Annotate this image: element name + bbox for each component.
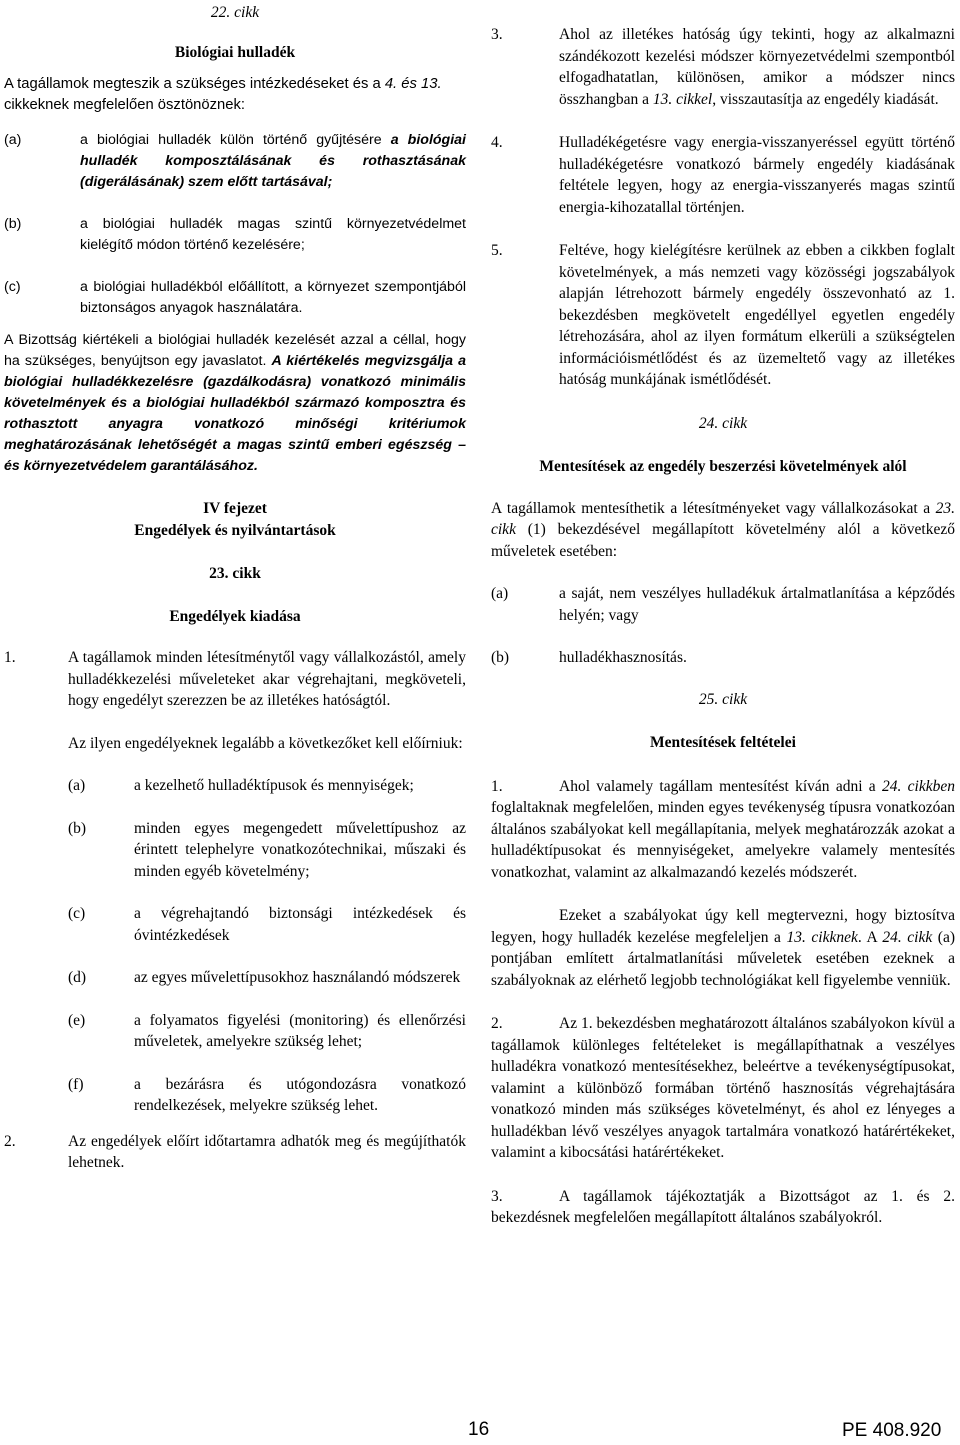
- article-23-number: 23. cikk: [209, 565, 261, 582]
- intro-text: A tagállamok mentesíthetik a létesítményeket vagy vállalkozásokat a: [491, 499, 936, 517]
- list-item: [4, 214, 466, 256]
- paragraph-number: 1.: [4, 649, 16, 666]
- article-23-paragraph-4: [491, 132, 955, 218]
- paragraph-ref: 24. cikk: [882, 928, 933, 946]
- review-text: A Bizottság kiértékeli a biológiai hulladék kezelését azzal a céllal, hogy ha szükséges, benyújtson egy javaslatot.: [4, 332, 466, 369]
- article-25-title: Mentesítések feltételei: [650, 734, 796, 751]
- article-23-paragraph-2: [4, 1131, 466, 1174]
- paragraph-text: Az engedélyek előírt időtartamra adhatók meg és megújíthatók lehetnek.: [68, 1132, 466, 1171]
- item-label: (c): [4, 279, 21, 295]
- item-label: (d): [68, 969, 87, 986]
- article-25-paragraph-3: [491, 1186, 955, 1229]
- list-item: [4, 130, 466, 193]
- intro-ref: 23. cikk: [491, 499, 955, 538]
- paragraph-number: 2.: [4, 1132, 16, 1150]
- item-label: (a): [491, 585, 509, 602]
- item-text-emphasis: a biológiai hulladék komposztálásának és rothasztásának (digerálásának) szem előtt tartásával;: [80, 132, 466, 190]
- document-reference: PE 408.920: [842, 1420, 942, 1441]
- list-item: [491, 647, 955, 669]
- paragraph-text: [559, 24, 955, 110]
- left-column: [4, 2, 466, 1174]
- list-item: [68, 1010, 466, 1053]
- article-24-title: Mentesítések az engedély beszerzési követelmények alól: [539, 458, 907, 475]
- paragraph-text: A tagállamok minden létesítménytől vagy vállalkozástól, amely hulladékkezelési műveleteket akar végrehajtani, megköveteli, hogy engedélyt szerezzen be az illetékes hatóságtól.: [68, 649, 466, 709]
- item-label: (b): [491, 649, 510, 666]
- article-24-intro: [491, 498, 955, 563]
- article-25-paragraph-1: [491, 776, 955, 884]
- item-text: a bezárásra és utógondozásra vonatkozó rendelkezések, melyekre szükség lehet.: [134, 1075, 466, 1114]
- paragraph-text: Az 1. bekezdésben meghatározott általános szabályokon kívül a tagállamok különleges feltételeket is megállapíthatnak a veszélyes hulladékra vonatkozó mentesítésekhez, beleértve a tevékenységtípusokat, valamint a különböző formában történő hasznosítás végrehajtására vonatkozó minden más szükséges követelményt, és ahol ez lényeges a hulladékban lévő veszélyes anyagok tartalmára vonatkozó határértékeket, valamint a kibocsátási határértékeket.: [491, 1015, 955, 1161]
- page-number: 16: [468, 1419, 490, 1440]
- paragraph-text: . A: [857, 928, 883, 946]
- article-25-number: 25. cikk: [698, 690, 748, 708]
- item-label: (a): [68, 777, 86, 794]
- list-item: [68, 775, 466, 797]
- article-22-review: [4, 330, 466, 477]
- article-22-intro: [4, 74, 466, 116]
- item-text: hulladékhasznosítás.: [559, 649, 687, 666]
- intro-text: A tagállamok megteszik a szükséges intézkedéseket és a: [4, 76, 385, 92]
- right-column: [491, 24, 955, 1229]
- item-label: (c): [68, 905, 86, 922]
- article-23-paragraph-5: [491, 240, 955, 391]
- item-label: (e): [68, 1011, 86, 1029]
- article-22-number: 22. cikk: [210, 4, 260, 21]
- article-23-paragraph-1: [4, 647, 466, 712]
- paragraph-text: Hulladékégetésre vagy energia-visszanyeréssel együtt történő hulladékégetésre vonatkozó bármely engedély kiadásának feltétele legyen, hogy az energia-visszanyerés magas szintű energia-kihozatallal történjen.: [559, 134, 955, 216]
- intro-text-end: (1) bekezdésével megállapított követelmény alól a következő műveletek esetében:: [491, 521, 955, 560]
- item-label: (b): [68, 819, 87, 837]
- article-24-number: 24. cikk: [698, 414, 748, 432]
- item-text: a saját, nem veszélyes hulladékuk ártalmatlanítása a képződés helyén; vagy: [559, 585, 955, 624]
- item-label: (a): [4, 132, 22, 148]
- paragraph-text: Feltéve, hogy kielégítésre kerülnek az ebben a cikkben foglalt követelmények, a más nemzeti vagy közösségi jogszabályok alapján létrehozott bármely engedély összevonható az 1. bekezdésben megkövetelt engedéllyel egyetlen engedély létrehozására, ahol az ilyen formátum elkerüli a szükségtelen információismétlődést és az üzemeltető vagy az illetékes hatóság munkájának ismétlődését.: [559, 242, 955, 388]
- item-text: a biológiai hulladékból előállított, a környezet szempontjából biztonságos anyagok használatára.: [80, 279, 466, 316]
- list-item: [491, 583, 955, 626]
- item-text: a folyamatos figyelési (monitoring) és ellenőrzési műveletek, amelyekre szükség lehet;: [134, 1011, 466, 1050]
- item-text: az egyes művelettípusokhoz használandó módszerek: [134, 969, 461, 986]
- paragraph-text: Ezeket a szabályokat úgy kell megtervezni, hogy biztosítva legyen, hogy hulladék kezelése megfeleljen a: [491, 907, 955, 946]
- intro-ref: 4. és 13.: [384, 76, 442, 92]
- article-23-paragraph-1-sub: Az ilyen engedélyeknek legalább a következőket kell előírniuk:: [68, 734, 463, 752]
- paragraph-text: Ahol valamely tagállam mentesítést kíván adni a: [559, 777, 882, 795]
- article-23-title: Engedélyek kiadása: [169, 607, 301, 625]
- article-25-paragraph-2: [491, 1013, 955, 1164]
- paragraph-number: 3.: [491, 1187, 503, 1205]
- paragraph-number: 1.: [491, 777, 503, 795]
- paragraph-text-plain: Ahol az illetékes hatóság úgy tekinti, hogy az alkalmazni szándékozott kezelési módszer környezetvédelmi szempontból elfogadhatatlan, különösen, amikor a módszer nincs összhangban a: [559, 26, 955, 108]
- intro-text-end: cikkeknek megfelelően ösztönöznek:: [4, 97, 245, 113]
- paragraph-number: 3.: [491, 26, 503, 43]
- article-25-paragraph-1b: [491, 905, 955, 991]
- item-text: [80, 130, 466, 193]
- item-text-plain: a biológiai hulladék külön történő gyűjtésére: [80, 132, 391, 148]
- paragraph-number: 4.: [491, 134, 503, 151]
- paragraph-text-end: foglaltaknak megfelelően, minden egyes tevékenység típusra vonatkozóan általános szabályokat kell megállapítania, melyek meghatározzák azokat a hulladéktípusokat és mennyiségeket, amelyekre valamely mentesítés vonatkozhat, valamint az alkalmazandó kezelés módszerét.: [491, 799, 955, 881]
- chapter-title: Engedélyek és nyilvántartások: [134, 521, 336, 539]
- list-item: [68, 818, 466, 883]
- list-item: [68, 903, 466, 946]
- item-label: (f): [68, 1075, 84, 1093]
- item-text: a biológiai hulladék magas szintű környezetvédelmet kielégítő módon történő kezelésére;: [80, 216, 466, 253]
- article-22-title: Biológiai hulladék: [174, 43, 296, 61]
- paragraph-ref: 13. cikknek: [786, 928, 858, 946]
- review-text-emphasis: A kiértékelés megvizsgálja a biológiai hulladékkezelésre (gazdálkodásra) vonatkozó minimális követelmények és a biológiai hulladékból származó komposztra és rothasztott anyagra vonatkozó minőségi kritériumok meghatározásának lehetőségét a magas szintű emberi egészség – és környezetvédelem garantálásához.: [4, 353, 466, 474]
- paragraph-number: 5.: [491, 242, 503, 259]
- list-item: [68, 967, 466, 989]
- item-label: (b): [4, 216, 22, 232]
- chapter-number: IV fejezet: [203, 500, 267, 517]
- list-item: [68, 1074, 466, 1117]
- article-23-paragraph-3: [491, 24, 955, 110]
- paragraph-ref: 24. cikkben: [882, 777, 955, 795]
- item-text: minden egyes megengedett művelettípushoz az érintett telephelyre vonatkozótechnikai, műszaki és minden egyéb követelmény;: [134, 819, 466, 880]
- paragraph-number: 2.: [491, 1015, 503, 1032]
- item-text: a kezelhető hulladéktípusok és mennyiségek;: [134, 777, 414, 794]
- list-item: [4, 277, 466, 319]
- paragraph-ref: 13. cikkel: [652, 90, 713, 108]
- item-text: a végrehajtandó biztonsági intézkedések és óvintézkedések: [134, 905, 466, 944]
- paragraph-text-end: , visszautasítja az engedély kiadását.: [712, 90, 939, 108]
- paragraph-text: A tagállamok tájékoztatják a Bizottságot az 1. és 2. bekezdésnek megfelelően megállapított általános szabályokról.: [491, 1187, 955, 1226]
- paragraph-text-end: (a) pontjában említett ártalmatlanítási műveletek esetében ezeknek a szabályoknak az elérhető legjobb technológiákat kell figyelembe venniük.: [491, 928, 955, 989]
